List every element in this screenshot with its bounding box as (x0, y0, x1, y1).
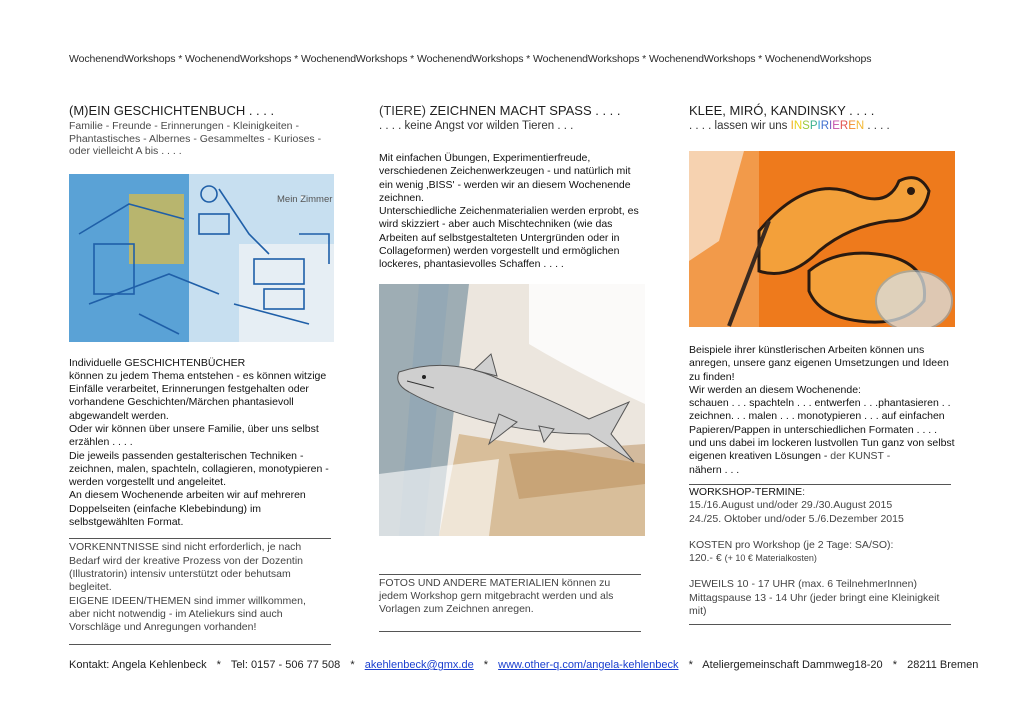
divider (69, 538, 331, 539)
inspirieren-letter: S (802, 120, 810, 132)
inspirieren-letter: E (848, 120, 856, 132)
orange-painting-illustration (689, 151, 955, 327)
separator: * (216, 659, 221, 671)
section-body (69, 357, 331, 530)
column-klee-miro-kandinsky (689, 103, 957, 625)
inspirieren-letter: R (839, 120, 849, 132)
pause-line: Mittagspause 13 - 14 Uhr (jeder bringt eine Kleinigkeit mit) (689, 591, 940, 618)
separator: * (350, 659, 355, 671)
body-text-activities: schauen . . . spachteln . . . entwerfen . . .phantasieren . . zeichnen. . . malen . . . monotypieren . . . auf einfachen Papieren/Pappen in unterschiedlichen Formaten . . . . und uns dabei im lockeren lustvollen Tun ganz von selbst eigenen kreativen Lösungen - (689, 397, 955, 463)
inspirieren-letter: I (790, 120, 794, 132)
section-body (689, 344, 955, 477)
divider (379, 574, 641, 575)
email-link[interactable]: akehlenbeck@gmx.de (364, 659, 474, 671)
separator: * (892, 659, 898, 671)
shark-drawing-image (379, 284, 645, 536)
inspirieren-letter: R (820, 120, 829, 132)
subtitle-suffix: . . . . (864, 120, 890, 132)
divider (69, 644, 331, 645)
body-paragraph: Mit einfachen Übungen, Experimentierfreude, verschiedenen Zeichenwerkzeugen - und natürlich mit ein wenig ‚BISS' - werden wir an diesem Wochenende zeichnen. (379, 152, 631, 204)
section-title (379, 103, 647, 119)
separator: * (688, 659, 693, 671)
termine-label: WORKSHOP-TERMINE (689, 485, 803, 498)
body-paragraph: Wir werden an diesem Wochenende: (689, 383, 861, 396)
section-subtitle: . . . . keine Angst vor wilden Tieren . . . (379, 120, 574, 132)
body-text-end: nähern . . . (689, 463, 740, 476)
body-paragraph: Unterschiedliche Zeichenmaterialien werden erprobt, es wird skizziert - aber auch Mischtechniken (wie das Arbeiten auf selbstgestalteten Untergründen oder in Collageformen) werden vorgestellt und ermöglichen lockeres, phantasievolles Schaffen . . . . (379, 205, 639, 271)
inspirieren-letter: I (817, 120, 821, 132)
drawing-image-room (69, 174, 334, 342)
body-paragraph (689, 397, 955, 477)
zeit-line: JEWEILS 10 - 17 UHR (max. 6 TeilnehmerInnen) (689, 578, 917, 591)
note-eigene-ideen: EIGENE IDEEN/THEMEN sind immer willkommen, aber nicht notwendig - im Ateliekurs sind auch Vorschläge und Anregungen vorhanden! (69, 594, 306, 634)
body-heading: Individuelle GESCHICHTENBÜCHER (69, 356, 246, 369)
inspirieren-letter: I (829, 120, 833, 132)
separator: * (483, 659, 489, 671)
footer-contact (69, 659, 979, 671)
atelier-address: Ateliergemeinschaft Dammweg18-20 (702, 659, 883, 671)
title-main: ZEICHNEN MACHT SPASS . . . . (429, 103, 621, 118)
preis-line (689, 552, 957, 565)
title-prefix: (TIERE) (379, 103, 426, 118)
preis-note: (+ 10 € Materialkosten) (724, 553, 817, 564)
divider (689, 484, 951, 485)
inspirieren-letter: N (855, 120, 865, 132)
section-title: KLEE, MIRÓ, KANDINSKY . . . . (689, 103, 875, 118)
contact-name: Kontakt: Angela Kehlenbeck (69, 659, 207, 671)
termine-heading (689, 486, 957, 499)
inspirieren-letter: P (809, 120, 818, 132)
kosten-label: KOSTEN pro Workshop (je 2 Tage: SA/SO): (689, 538, 894, 551)
section-title: (M)EIN GESCHICHTENBUCH . . . . (69, 103, 275, 118)
termine-colon: : (802, 485, 806, 498)
body-paragraph: Beispiele ihrer künstlerischen Arbeiten können uns anregen, unsere ganz eigenen Umsetzungen und Ideen zu finden! (689, 344, 949, 383)
section-subtitle (689, 119, 957, 134)
note-vorkenntnisse: VORKENNTNISSE sind nicht erforderlich, je nach Bedarf wird der kreative Prozess von der Dozentin (Illustratorin) intensiv unterstützt oder behutsam begleitet. (69, 541, 304, 594)
inspirieren-word (791, 120, 865, 132)
city: 28211 Bremen (907, 659, 979, 671)
shark-illustration (379, 284, 645, 536)
body-paragraph: Die jeweils passenden gestalterischen Techniken - zeichnen, malen, spachteln, collagieren, monotypieren - werden vorgestellt und angeleitet. (69, 449, 329, 489)
section-subtitle: Familie - Freunde - Erinnerungen - Kleinigkeiten - Phantastisches - Albernes - Gesammeltes - Kurioses - oder vielleicht A bis . . . . (69, 120, 322, 157)
body-text-kunst: der KUNST - (830, 450, 891, 463)
website-link[interactable]: www.other-q.com/angela-kehlenbeck (498, 659, 679, 671)
body-paragraph: Oder wir können über unsere Familie, über uns selbst erzählen . . . . (69, 422, 319, 449)
divider (379, 631, 641, 632)
contact-phone: Tel: 0157 - 506 77 508 (230, 659, 341, 671)
note-fotos: FOTOS UND ANDERE MATERIALIEN können zu jedem Workshop gern mitgebracht werden und als Vorlagen zum Zeichnen anregen. (379, 576, 614, 616)
body-paragraph: An diesem Wochenende arbeiten wir auf mehreren Doppelseiten (einfache Klebebindung) im selbstgewählten Format. (69, 489, 306, 529)
inspirieren-letter: N (793, 120, 803, 132)
termine-date: 15./16.August und/oder 29./30.August 2015 (689, 499, 893, 512)
divider (689, 624, 951, 625)
termine-date: 24./25. Oktober und/oder 5./6.Dezember 2015 (689, 512, 904, 525)
subtitle-prefix: . . . . lassen wir uns (689, 120, 791, 132)
image-caption: Mein Zimmer (277, 193, 333, 205)
column-zeichnen (379, 103, 647, 632)
painting-photo (689, 151, 955, 327)
section-body (379, 152, 645, 272)
preis-value: 120.- € (689, 552, 722, 565)
body-paragraph: können zu jedem Thema entstehen - es können witzige Einfälle verarbeitet, Erinnerungen festgehalten oder vorhandene Geschichten/Märchen phantasievoll abgewandelt werden. (69, 369, 327, 422)
column-geschichtenbuch (69, 103, 337, 645)
inspirieren-letter: E (832, 120, 840, 132)
header-banner: WochenendWorkshops * WochenendWorkshops * WochenendWorkshops * WochenendWorkshops * WochenendWorkshops * WochenendWorkshops * WochenendWorkshops (69, 53, 872, 65)
